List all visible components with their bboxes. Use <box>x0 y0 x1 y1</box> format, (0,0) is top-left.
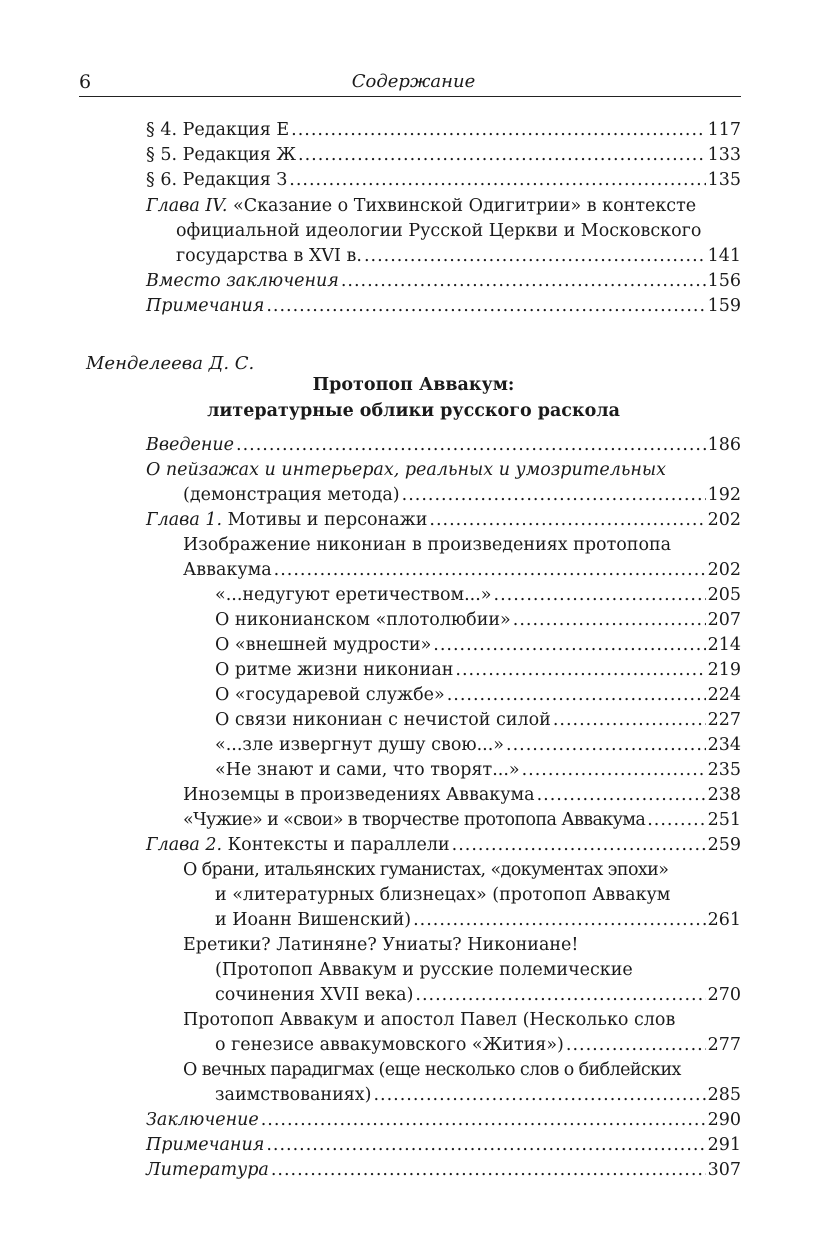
toc-entry-line: Изображение никониан в произведениях протопопа <box>183 535 672 555</box>
chapter-label: Глава 2. <box>146 835 223 855</box>
toc-entry-title: Вместо заключения <box>146 271 339 291</box>
toc-entry-page: 235 <box>707 760 741 780</box>
work-title-line1: Протопоп Аввакум: <box>312 375 515 395</box>
toc-entry-title: Введение <box>146 435 235 455</box>
toc-entry <box>215 908 741 932</box>
dot-leader <box>271 1158 706 1182</box>
chapter-label: Глава IV. <box>146 196 228 216</box>
toc-entry-page: 159 <box>707 296 741 316</box>
toc-entry-title: государства в XVI в. <box>176 246 362 266</box>
toc-entry-page: 290 <box>707 1110 741 1130</box>
toc-entry-line: О пейзажах и интерьерах, реальных и умозрительных <box>146 460 667 480</box>
dot-leader <box>452 833 706 857</box>
toc-entry-page: 285 <box>707 1085 741 1105</box>
dot-leader <box>455 658 705 682</box>
dot-leader <box>433 633 705 657</box>
toc-entry-page: 251 <box>707 810 741 830</box>
toc-entry-line: О вечных парадигмах (еще несколько слов о библейских <box>183 1060 681 1080</box>
toc-entry <box>183 558 741 582</box>
toc-entry-title: О ритме жизни никониан <box>215 660 454 680</box>
dot-leader <box>494 583 706 607</box>
toc-entry-title: «Сказание о Тихвинской Одигитрии» в контексте <box>232 196 697 216</box>
toc-entry-title: Примечания <box>146 296 265 316</box>
toc-entry <box>146 168 741 192</box>
toc-entry <box>146 508 741 532</box>
toc-entry <box>215 683 741 707</box>
toc-entry-page: 205 <box>707 585 741 605</box>
dot-leader <box>274 558 706 582</box>
toc-entry-page: 227 <box>707 710 741 730</box>
dot-leader <box>298 143 706 167</box>
toc-entry-page: 277 <box>707 1035 741 1055</box>
toc-entry <box>146 1158 741 1182</box>
toc-entry <box>183 483 741 507</box>
dot-leader <box>266 1133 705 1157</box>
dot-leader <box>415 983 705 1007</box>
toc-entry <box>176 244 741 268</box>
toc-entry <box>146 433 741 457</box>
toc-entry <box>215 758 741 782</box>
dot-leader <box>291 118 705 142</box>
dot-leader <box>236 433 706 457</box>
toc-entry-page: 291 <box>707 1135 741 1155</box>
dot-leader <box>341 269 706 293</box>
toc-entry-page: 234 <box>707 735 741 755</box>
chapter-label: Глава 1. <box>146 510 223 530</box>
toc-entry-title: «Чужие» и «свои» в творчестве протопопа Аввакума <box>183 810 646 830</box>
toc-entry-page: 224 <box>707 685 741 705</box>
toc-entry-title: Иноземцы в произведениях Аввакума <box>183 785 535 805</box>
toc-entry-line: и «литературных близнецах» (протопоп Аввакум <box>215 885 671 905</box>
dot-leader <box>261 1108 706 1132</box>
toc-entry-title: «Не знают и сами, что творят...» <box>215 760 520 780</box>
chapter-title: Контексты и параллели <box>227 835 450 855</box>
dot-leader <box>647 808 705 832</box>
dot-leader <box>447 683 706 707</box>
toc-entry-title: Аввакума <box>183 560 272 580</box>
toc-entry-line: официальной идеологии Русской Церкви и Московского <box>176 221 702 241</box>
toc-entry <box>215 608 741 632</box>
toc-entry <box>146 1133 741 1157</box>
toc-entry-line: Протопоп Аввакум и апостол Павел (Несколько слов <box>183 1010 676 1030</box>
toc-entry-page: 133 <box>707 145 741 165</box>
toc-entry-page: 261 <box>707 910 741 930</box>
toc-entry-title: Заключение <box>146 1110 259 1130</box>
toc-entry <box>215 1033 741 1057</box>
work-title-line2: литературные облики русского раскола <box>207 401 620 421</box>
dot-leader <box>402 483 706 507</box>
toc-entry-title: § 5. Редакция Ж <box>146 145 297 165</box>
dot-leader <box>513 608 706 632</box>
dot-leader <box>429 508 705 532</box>
dot-leader <box>413 908 706 932</box>
toc-entry-title: и Иоанн Вишенский) <box>215 910 412 930</box>
toc-entry-title: О никонианском «плотолюбии» <box>215 610 511 630</box>
toc-entry-line <box>146 194 696 218</box>
toc-entry-title: сочинения XVII века) <box>215 985 414 1005</box>
toc-entry-page: 156 <box>707 271 741 291</box>
toc-entry-title: «...недугуют еретичеством...» <box>215 585 492 605</box>
toc-entry <box>146 294 741 318</box>
toc-entry-page: 307 <box>707 1160 741 1180</box>
header-rule <box>79 96 741 97</box>
dot-leader <box>289 168 705 192</box>
toc-entry <box>146 143 741 167</box>
toc-entry-title: О «государевой службе» <box>215 685 445 705</box>
toc-entry-title: § 4. Редакция Е <box>146 120 290 140</box>
toc-entry <box>183 783 741 807</box>
toc-entry-page: 259 <box>707 835 741 855</box>
dot-leader <box>506 733 706 757</box>
toc-entry-page: 238 <box>707 785 741 805</box>
dot-leader <box>522 758 706 782</box>
toc-entry-page: 192 <box>707 485 741 505</box>
toc-entry <box>215 733 741 757</box>
toc-entry <box>146 833 741 857</box>
toc-entry-title <box>146 508 427 532</box>
toc-entry <box>183 808 741 832</box>
toc-entry-title <box>146 833 450 857</box>
running-header-title: Содержание <box>351 71 476 92</box>
page-number: 6 <box>79 71 92 93</box>
toc-entry-title: о генезисе аввакумовского «Жития») <box>215 1035 564 1055</box>
dot-leader <box>553 708 706 732</box>
dot-leader <box>364 244 706 268</box>
toc-entry-page: 214 <box>707 635 741 655</box>
toc-entry <box>146 1108 741 1132</box>
toc-entry-page: 186 <box>707 435 741 455</box>
dot-leader <box>537 783 706 807</box>
toc-entry-page: 141 <box>707 246 741 266</box>
dot-leader <box>566 1033 706 1057</box>
toc-entry-title: § 6. Редакция З <box>146 170 288 190</box>
toc-entry-page: 270 <box>707 985 741 1005</box>
toc-entry <box>146 269 741 293</box>
toc-entry-title: «...зле извергнут душу свою...» <box>215 735 504 755</box>
toc-entry-title: заимствованиях) <box>215 1085 372 1105</box>
toc-entry-title: Примечания <box>146 1135 265 1155</box>
toc-entry-line: (Протопоп Аввакум и русские полемические <box>215 960 633 980</box>
toc-entry <box>215 658 741 682</box>
dot-leader <box>266 294 705 318</box>
toc-entry-page: 207 <box>707 610 741 630</box>
toc-entry <box>215 633 741 657</box>
toc-entry-title: О связи никониан с нечистой силой <box>215 710 551 730</box>
author-name: Менделеева Д. С. <box>86 353 255 374</box>
toc-entry-page: 117 <box>707 120 741 140</box>
toc-entry-page: 135 <box>707 170 741 190</box>
toc-entry-page: 202 <box>707 560 741 580</box>
toc-entry-title: (демонстрация метода) <box>183 485 400 505</box>
toc-entry <box>215 1083 741 1107</box>
toc-entry-line: Еретики? Латиняне? Униаты? Никониане! <box>183 935 579 955</box>
toc-entry-title: О «внешней мудрости» <box>215 635 432 655</box>
toc-entry <box>146 118 741 142</box>
toc-entry <box>215 983 741 1007</box>
toc-entry <box>215 583 741 607</box>
toc-entry <box>215 708 741 732</box>
toc-entry-line: О брани, итальянских гуманистах, «документах эпохи» <box>183 860 669 880</box>
toc-entry-page: 202 <box>707 510 741 530</box>
dot-leader <box>373 1083 705 1107</box>
toc-entry-page: 219 <box>707 660 741 680</box>
chapter-title: Мотивы и персонажи <box>227 510 428 530</box>
toc-entry-title: Литература <box>146 1160 269 1180</box>
